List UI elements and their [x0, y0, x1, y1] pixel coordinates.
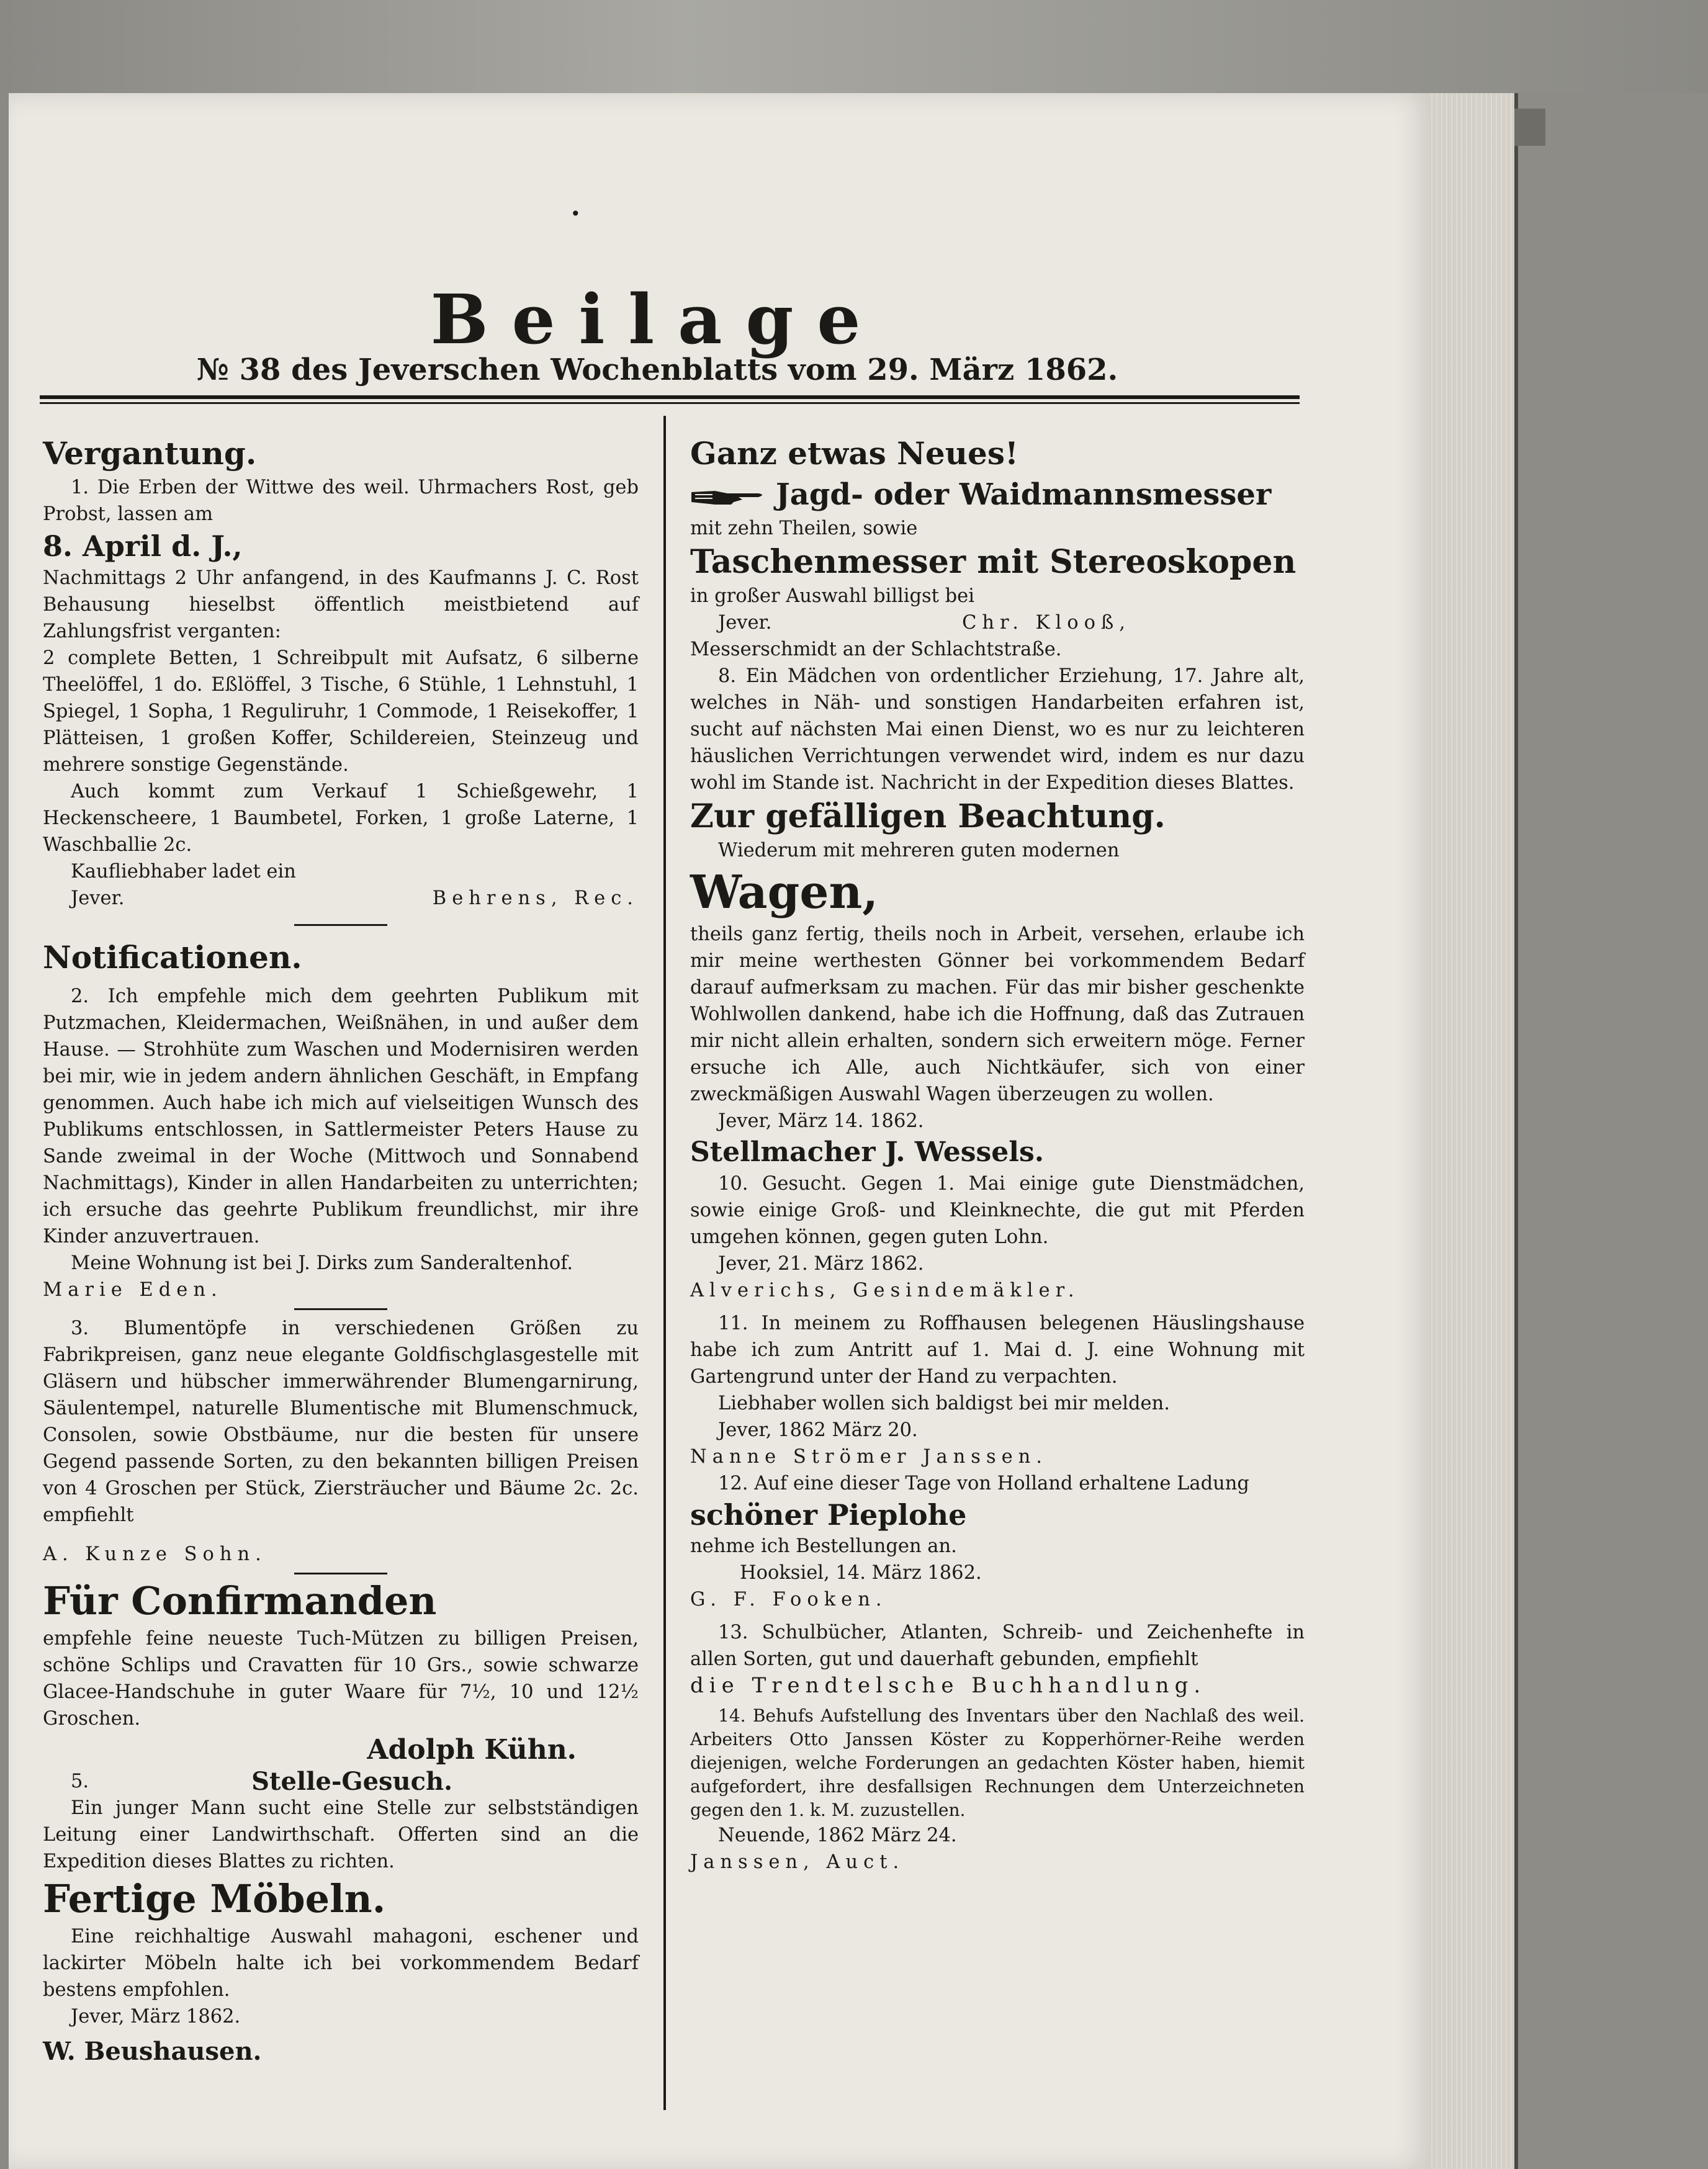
- pieplohe-heading: schöner Pieplohe: [690, 1498, 967, 1532]
- signature-place: Jever.: [718, 612, 772, 634]
- print-mark: •: [570, 204, 581, 224]
- signature-name: Behrens, Rec.: [432, 887, 639, 909]
- newspaper-page: [9, 93, 1430, 2169]
- wagen-text: theils ganz fertig, theils noch in Arbeit, versehen, erlaube ich mir meine werthesten Gönner bei vorkommendem Bedarf darauf aufmerksam zu machen. Für das mir bisher geschenkte Wohlwollen dankend, habe ich die Hoffnung, daß das Zutrauen mir nicht allein erhalten, sondern sich erweitern möge. Ferner ersuche ich Alle, auch Nichtkäufer, sich von einer zweckmäßigen Auswahl Wagen überzeugen zu wollen.: [690, 923, 1305, 1105]
- jagd-line: [690, 474, 1305, 515]
- notice-10-date: Jever, 21. März 1862.: [718, 1253, 924, 1275]
- notice-8: 8. Ein Mädchen von ordentlicher Erziehung, 17. Jahre alt, welches in Näh- und sonstigen Handarbeiten erfahren ist, sucht auf nächsten Mai einen Dienst, wo es nur zu leichteren häuslichen Verrichtungen verwendet wird, indem es nur dazu wohl im Stande ist. Nachricht in der Expedition dieses Blattes.: [690, 665, 1305, 794]
- notice-5-header: [43, 1768, 639, 1795]
- section-divider: [294, 1573, 387, 1574]
- moebel-date: Jever, März 1862.: [71, 2006, 241, 2028]
- notice-14-date: Neuende, 1862 März 24.: [718, 1825, 957, 1846]
- confirmanden-heading: Für Confirmanden: [43, 1578, 437, 1623]
- auswahl-text: in großer Auswahl billigst bei: [690, 585, 974, 607]
- left-column: [43, 433, 639, 2070]
- jagd-text: Jagd- oder Waidmannsmesser: [776, 477, 1272, 512]
- vergantung-paragraph: Kaufliebhaber ladet ein: [71, 861, 296, 882]
- notice-12-date: Hooksiel, 14. März 1862.: [740, 1562, 982, 1584]
- vergantung-paragraph: Nachmittags 2 Uhr anfangend, in des Kaufmanns J. C. Rost Behausung hieselbst öffentlich meistbietend auf Zahlungsfrist verganten:: [43, 567, 639, 642]
- masthead-rule-thin: [40, 402, 1300, 404]
- confirmanden-text: empfehle feine neueste Tuch-Mützen zu billigen Preisen, schöne Schlips und Cravatten für 10 Grs., sowie schwarze Glacee-Handschuhe in guter Waare für 7½, 10 und 12½ Groschen.: [43, 1628, 639, 1730]
- vergantung-paragraph: Auch kommt zum Verkauf 1 Schießgewehr, 1 Heckenscheere, 1 Baumbetel, Forken, 1 große Laterne, 1 Waschballie 2c.: [43, 781, 639, 856]
- wagen-date: Jever, März 14. 1862.: [718, 1110, 924, 1132]
- wiederum-text: Wiederum mit mehreren guten modernen: [718, 840, 1120, 861]
- pointing-hand-icon: [690, 487, 771, 507]
- right-column: [690, 433, 1305, 1875]
- notice-5-number: 5.: [71, 1771, 89, 1792]
- kloos-signature: [690, 609, 1305, 636]
- notice-2-signature: Marie Eden.: [43, 1279, 223, 1301]
- signature-role: Messerschmidt an der Schlachtstraße.: [690, 639, 1062, 660]
- notice-13-signature: die Trendtelsche Buchhandlung.: [690, 1673, 1207, 1698]
- column-divider: [663, 416, 666, 2110]
- notice-3: 3. Blumentöpfe in verschiedenen Größen zu Fabrikpreisen, ganz neue elegante Goldfischglasgestelle mit Gläsern und hübscher immerwährender Blumengarnirung, Säulentempel, naturelle Blumentische mit Blumenschmuck, Consolen, sowie Obstbäume, nur die besten für unsere Gegend passende Sorten, zu den bekannten billigen Preisen von 4 Groschen per Stück, Ziersträucher und Bäume 2c. 2c. empfiehlt: [43, 1318, 639, 1526]
- notice-2-address: Meine Wohnung ist bei J. Dirks zum Sanderaltenhof.: [71, 1252, 573, 1274]
- vergantung-date: 8. April d. J.,: [43, 529, 243, 563]
- notice-5-heading: Stelle-Gesuch.: [251, 1767, 452, 1796]
- notice-11-signature: Nanne Strömer Janssen.: [690, 1446, 1048, 1468]
- notice-2: 2. Ich empfehle mich dem geehrten Publikum mit Putzmachen, Kleidermachen, Weißnähen, in und außer dem Hause. — Strohhüte zum Waschen und Modernisiren werden bei mir, wie in jedem andern ähnlichen Geschäft, in Empfang genommen. Auch habe ich mich auf vielseitigen Wunsch des Publikums entschlossen, in Sattlermeister Peters Hause zu Sande zweimal in der Woche (Mittwoch und Sonnabend Nachmittags), Kinder in allen Handarbeiten zu unterrichten; ich ersuche das geehrte Publikum freundlichst, mir ihre Kinder anzuvertrauen.: [43, 986, 639, 1247]
- notice-11-text: Liebhaber wollen sich baldigst bei mir melden.: [718, 1393, 1170, 1414]
- notice-12: 12. Auf eine dieser Tage von Holland erhaltene Ladung: [718, 1473, 1249, 1494]
- neues-heading: Ganz etwas Neues!: [690, 435, 1018, 472]
- signature-name: Chr. Klooß,: [962, 612, 1131, 634]
- section-divider: [294, 1308, 387, 1310]
- vergantung-signature: [43, 885, 639, 912]
- beachtung-heading: Zur gefälligen Beachtung.: [690, 797, 1166, 835]
- masthead-subtitle: № 38 des Jeverschen Wochenblatts vom 29. März 1862.: [196, 353, 1118, 387]
- notice-14-signature: Janssen, Auct.: [690, 1851, 905, 1873]
- vergantung-heading: Vergantung.: [43, 435, 257, 472]
- moebel-heading: Fertige Möbeln.: [43, 1876, 386, 1921]
- signature-place: Jever.: [71, 887, 125, 909]
- notice-5: Ein junger Mann sucht eine Stelle zur selbstständigen Leitung einer Landwirthschaft. Offerten sind an die Expedition dieses Blattes zu richten.: [43, 1797, 639, 1872]
- notice-11: 11. In meinem zu Roffhausen belegenen Häuslingshause habe ich zum Antritt auf 1. Mai d. J. eine Wohnung mit Gartengrund unter der Hand zu verpachten.: [690, 1313, 1305, 1388]
- wagen-signature: Stellmacher J. Wessels.: [690, 1136, 1045, 1168]
- vergantung-paragraph: 1. Die Erben der Wittwe des weil. Uhrmachers Rost, geb Probst, lassen am: [43, 477, 639, 525]
- notice-14: 14. Behufs Aufstellung des Inventars über den Nachlaß des weil. Arbeiters Otto Janssen Köster zu Kopperhörner-Reihe werden diejenigen, welche Forderungen an gedachten Köster haben, hiemit aufgefordert, ihre desfallsigen Rechnungen dem Unterzeichneten gegen den 1. k. M. zuzustellen.: [690, 1705, 1305, 1820]
- book-cover: [1514, 93, 1708, 2169]
- notice-3-signature: A. Kunze Sohn.: [43, 1543, 267, 1565]
- confirmanden-signature: Adolph Kühn.: [367, 1734, 577, 1766]
- notice-12-signature: G. F. Fooken.: [690, 1589, 888, 1610]
- section-divider: [294, 924, 387, 926]
- notice-11-date: Jever, 1862 März 20.: [718, 1419, 918, 1441]
- notifications-heading: Notificationen.: [43, 939, 302, 976]
- vergantung-items: 2 complete Betten, 1 Schreibpult mit Aufsatz, 6 silberne Theelöffel, 1 do. Eßlöffel, 3 Tische, 6 Stühle, 1 Lehnstuhl, 1 Spiegel, 1 Sopha, 1 Reguliruhr, 1 Commode, 1 Reisekoffer, 1 Plätteisen, 1 großen Koffer, Schildereien, Steinzeug und mehrere sonstige Gegenstände.: [43, 647, 639, 776]
- taschen-heading: Taschenmesser mit Stereoskopen: [690, 543, 1297, 581]
- masthead-title: Beilage: [430, 279, 884, 359]
- notice-13: 13. Schulbücher, Atlanten, Schreib- und Zeichenhefte in allen Sorten, gut und dauerhaft gebunden, empfiehlt: [690, 1622, 1305, 1670]
- notice-12-text: nehme ich Bestellungen an.: [690, 1535, 957, 1557]
- wagen-heading: Wagen,: [690, 866, 879, 919]
- moebel-text: Eine reichhaltige Auswahl mahagoni, eschener und lackirter Möbeln halte ich bei vorkommendem Bedarf bestens empfohlen.: [43, 1926, 639, 2001]
- moebel-signature: W. Beushausen.: [43, 2037, 262, 2066]
- notice-10-signature: Alverichs, Gesindemäkler.: [690, 1280, 1080, 1301]
- notice-10: 10. Gesucht. Gegen 1. Mai einige gute Dienstmädchen, sowie einige Groß- und Kleinknechte, die gut mit Pferden umgehen können, gegen guten Lohn.: [690, 1173, 1305, 1248]
- masthead-rule: [40, 395, 1300, 399]
- zehn-text: mit zehn Theilen, sowie: [690, 518, 918, 539]
